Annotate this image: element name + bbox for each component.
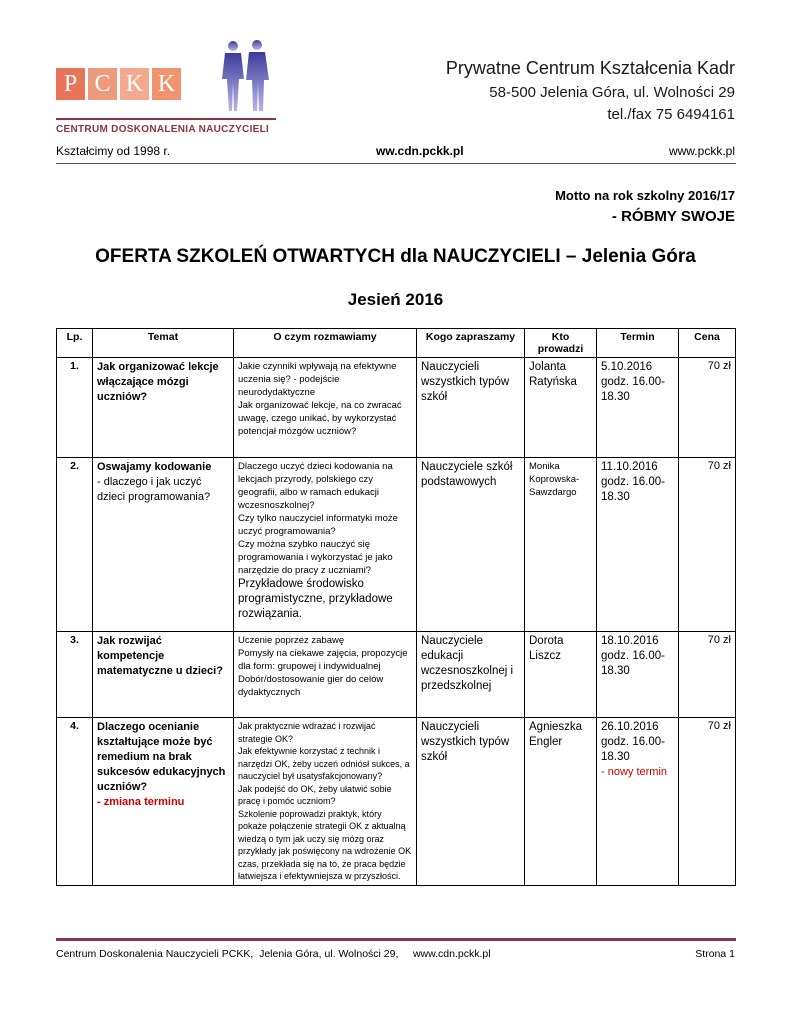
row-price: 70 zł	[679, 458, 736, 632]
row-topic-rest: - dlaczego i jak uczyć dzieci programowania?	[97, 476, 211, 503]
logo-divider	[56, 118, 276, 120]
row-who: Nauczyciele edukacji wczesnoszkolnej i przedszkolnej	[417, 632, 525, 718]
logo-subtitle: CENTRUM DOSKONALENIA NAUCZYCIELI	[56, 124, 270, 135]
row-term: 5.10.2016 godz. 16.00-18.30	[597, 358, 679, 458]
pckk-logo	[56, 40, 286, 140]
header-rule	[56, 163, 736, 164]
page-title: OFERTA SZKOLEŃ OTWARTYCH dla NAUCZYCIELI – Jelenia Góra	[95, 246, 696, 267]
row-who: Nauczycieli wszystkich typów szkół	[417, 718, 525, 886]
row-term-new: - nowy termin	[601, 766, 668, 778]
row-who: Nauczyciele szkół podstawowych	[417, 458, 525, 632]
subheader	[56, 144, 735, 162]
row-lead: Jolanta Ratyńska	[525, 358, 597, 458]
row-topic-bold: Oswajamy kodowanie	[97, 461, 212, 473]
row-topic-change: - zmiana terminu	[97, 796, 185, 808]
motto-line1: Motto na rok szkolny 2016/17	[555, 188, 735, 203]
col-header-who: Kogo zapraszamy	[417, 329, 525, 358]
logo-letter-c: C	[88, 68, 117, 100]
row-lp: 3.	[57, 632, 93, 718]
pckk-url[interactable]: www.pckk.pl	[668, 144, 735, 158]
row-about: Jak praktycznie wdrażać i rozwijać strategie OK? Jak efektywnie korzystać z technik i narzędzi OK, żeby uczeń odniósł sukces, a nauczyciel był usatysfakcjonowany? Jak podejść do OK, żeby ułatwić sobie pracę i pomóc uczniom? Szkolenie poprowadzi praktyk, który pokaże połączenie strategii OK z aktualną wiedzą o tym jak uczy się mózg oraz przykłady jak poświęcony na wdrożenie OK czas, przekłada się na to, że praca będzie łatwiejsza i efektywniejsza w przyszłości.	[234, 718, 417, 886]
company-info	[446, 58, 735, 123]
row-lp: 4.	[57, 718, 93, 886]
logo-letter-p: P	[56, 68, 85, 100]
row-topic-cell	[93, 718, 234, 886]
row-term: 18.10.2016 godz. 16.00-18.30	[597, 632, 679, 718]
motto-line2: - RÓBMY SWOJE	[611, 208, 735, 225]
col-header-lp: Lp.	[57, 329, 93, 358]
col-header-about: O czym rozmawiamy	[234, 329, 417, 358]
table-header-row	[57, 329, 736, 358]
company-phone: tel./fax 75 6494161	[607, 106, 735, 123]
offer-table	[56, 328, 736, 886]
col-header-topic: Temat	[93, 329, 234, 358]
logo-letter-k2: K	[152, 68, 181, 100]
table-row	[57, 458, 736, 632]
row-term: 26.10.2016 godz. 16.00-18.30	[601, 721, 665, 763]
row-lead: Dorota Liszcz	[525, 632, 597, 718]
row-lp: 1.	[57, 358, 93, 458]
season-title: Jesień 2016	[347, 290, 444, 309]
row-topic	[93, 458, 234, 632]
logo-letter-k: K	[120, 68, 149, 100]
col-header-term: Termin	[597, 329, 679, 358]
row-topic: Jak rozwijać kompetencje matematyczne u dzieci?	[93, 632, 234, 718]
people-figures-icon	[211, 40, 281, 112]
row-term: 11.10.2016 godz. 16.00-18.30	[597, 458, 679, 632]
company-name: Prywatne Centrum Kształcenia Kadr	[445, 58, 735, 78]
since-text: Kształcimy od 1998 r.	[56, 144, 171, 158]
row-topic: Dlaczego ocenianie kształtujące może być remedium na brak sukcesów edukacyjnych uczniów?	[97, 721, 226, 793]
row-about-extra: Przykładowe środowisko programistyczne, przykładowe rozwiązania.	[238, 578, 393, 620]
row-about-cell	[234, 458, 417, 632]
row-topic: Jak organizować lekcje włączające mózgi uczniów?	[93, 358, 234, 458]
footer-address: Centrum Doskonalenia Nauczycieli PCKK, Jelenia Góra, ul. Wolności 29, www.cdn.pckk.pl	[56, 948, 491, 960]
footer-rule	[56, 938, 736, 941]
row-term-cell	[597, 718, 679, 886]
row-who: Nauczycieli wszystkich typów szkół	[417, 358, 525, 458]
table-row	[57, 632, 736, 718]
page-number: Strona 1	[695, 948, 735, 960]
row-price: 70 zł	[679, 718, 736, 886]
row-price: 70 zł	[679, 358, 736, 458]
col-header-lead: Kto prowadzi	[525, 329, 597, 358]
company-address: 58-500 Jelenia Góra, ul. Wolności 29	[489, 84, 735, 101]
table-row	[57, 358, 736, 458]
row-about: Dlaczego uczyć dzieci kodowania na lekcjach przyrody, polskiego czy geografii, albo w ramach edukacji wczesnoszkolnej? Czy tylko nauczyciel informatyki może uczyć programowania? Czy można szybko nauczyć się programowania i wykorzystać je jako narzędzie do pracy z uczniami?	[238, 461, 398, 576]
row-lead: Monika Koprowska-Sawzdargo	[525, 458, 597, 632]
logo-letters	[56, 68, 181, 100]
row-price: 70 zł	[679, 632, 736, 718]
row-lp: 2.	[57, 458, 93, 632]
col-header-price: Cena	[679, 329, 736, 358]
row-about: Uczenie poprzez zabawę Pomysły na ciekawe zajęcia, propozycje dla form: grupowej i indywidualnej Dobór/dostosowanie gier do celów dydaktycznych	[234, 632, 417, 718]
row-about: Jakie czynniki wpływają na efektywne uczenia się? - podejście neurodydaktyczne Jak organizować lekcje, na co zwracać uwagę, czego unikać, by wykorzystać potencjał mózgów uczniów?	[234, 358, 417, 458]
cdn-url[interactable]: ww.cdn.pckk.pl	[376, 144, 464, 158]
row-lead: Agnieszka Engler	[525, 718, 597, 886]
table-row	[57, 718, 736, 886]
